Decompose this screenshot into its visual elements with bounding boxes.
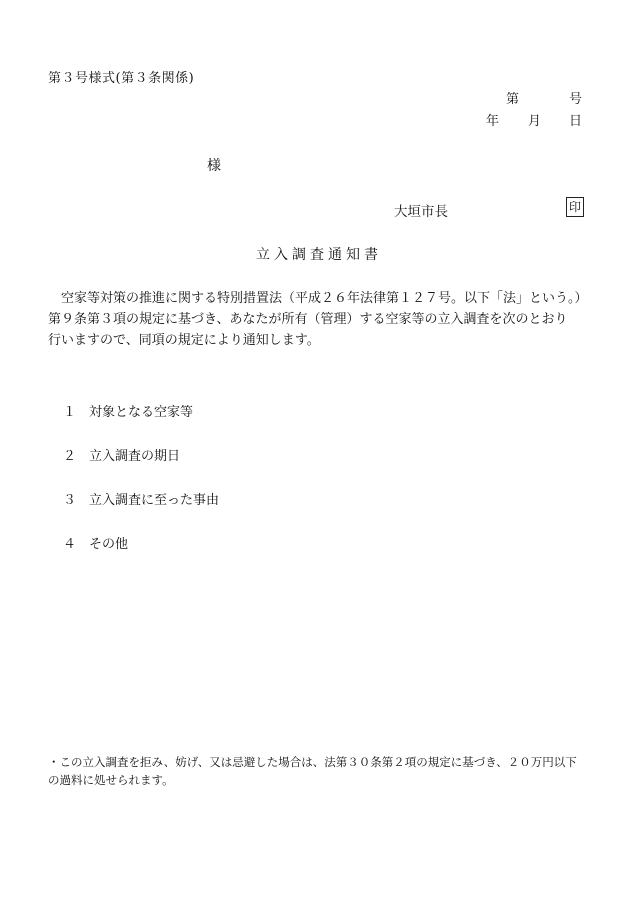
body-paragraph [48, 288, 588, 351]
item-number: ４ [63, 537, 77, 552]
list-item [63, 401, 193, 420]
footnote-line: ・この立入調査を拒み、妨げ、又は忌避した場合は、法第３０条第２項の規定に基づき、２０万円以下 [48, 755, 577, 769]
document-title: 立入調査通知書 [256, 247, 382, 263]
addressee-suffix: 様 [207, 158, 221, 174]
date-month: 月 [528, 114, 542, 129]
body-line: 行いますので、同項の規定により通知します。 [48, 333, 320, 348]
item-number: ２ [63, 449, 77, 464]
sender-title: 大垣市長 [394, 204, 448, 220]
footnote-line: の過料に処せられます。 [48, 773, 174, 787]
footnote [48, 753, 588, 789]
body-line: 空家等対策の推進に関する特別措置法（平成２６年法律第１２７号。以下「法」という。） [61, 291, 588, 306]
item-label: 立入調査の期日 [89, 449, 181, 464]
seal-mark: 印 [566, 197, 584, 217]
number-suffix: 号 [568, 92, 582, 107]
body-line: 第９条第３項の規定に基づき、あなたが所有（管理）する空家等の立入調査を次のとおり [48, 312, 568, 327]
form-label: 第３号様式(第３条関係) [48, 71, 195, 86]
item-number: １ [63, 405, 77, 420]
list-item [63, 445, 180, 464]
item-number: ３ [63, 493, 77, 508]
number-prefix: 第 [506, 92, 520, 107]
date-year: 年 [486, 114, 500, 129]
list-item [63, 533, 128, 552]
item-label: 対象となる空家等 [89, 405, 194, 420]
date-day: 日 [568, 114, 582, 129]
item-label: 立入調査に至った事由 [89, 493, 220, 508]
item-label: その他 [89, 537, 129, 552]
list-item [63, 489, 219, 508]
